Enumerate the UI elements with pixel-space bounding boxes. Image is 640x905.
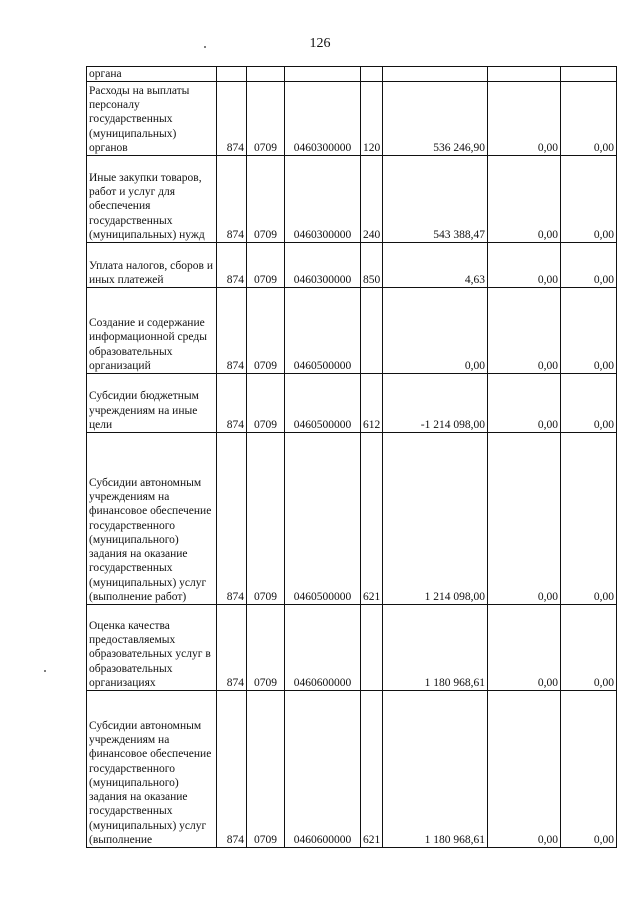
amount-3 bbox=[561, 67, 617, 82]
amount-2: 0,00 bbox=[488, 605, 561, 691]
section-code: 0709 bbox=[247, 288, 285, 374]
section-code: 0709 bbox=[247, 433, 285, 605]
ministry-code: 874 bbox=[217, 691, 247, 848]
expense-type-code bbox=[361, 288, 383, 374]
ministry-code: 874 bbox=[217, 605, 247, 691]
row-name: Создание и содержание информационной среды образовательных организаций bbox=[87, 288, 217, 374]
ministry-code: 874 bbox=[217, 243, 247, 288]
amount-1: 543 388,47 bbox=[383, 156, 488, 243]
table-row bbox=[87, 67, 617, 82]
table-row bbox=[87, 433, 617, 605]
row-name: Субсидии автономным учреждениям на финансовое обеспечение государственного (муниципального) задания на оказание государственных (муниципальных) услуг (выполнение bbox=[87, 691, 217, 848]
section-code: 0709 bbox=[247, 605, 285, 691]
expense-type-code: 240 bbox=[361, 156, 383, 243]
section-code: 0709 bbox=[247, 374, 285, 433]
amount-3: 0,00 bbox=[561, 288, 617, 374]
target-code: 0460500000 bbox=[285, 288, 361, 374]
target-code: 0460300000 bbox=[285, 82, 361, 156]
table-row bbox=[87, 243, 617, 288]
amount-2: 0,00 bbox=[488, 433, 561, 605]
amount-3: 0,00 bbox=[561, 691, 617, 848]
ministry-code: 874 bbox=[217, 156, 247, 243]
target-code: 0460600000 bbox=[285, 605, 361, 691]
table-row bbox=[87, 288, 617, 374]
table-row bbox=[87, 156, 617, 243]
expense-type-code: 120 bbox=[361, 82, 383, 156]
section-code: 0709 bbox=[247, 156, 285, 243]
scan-speck bbox=[204, 46, 206, 48]
amount-1: 4,63 bbox=[383, 243, 488, 288]
row-name: органа bbox=[87, 67, 217, 82]
amount-1: 1 214 098,00 bbox=[383, 433, 488, 605]
amount-2 bbox=[488, 67, 561, 82]
section-code: 0709 bbox=[247, 243, 285, 288]
amount-1: 1 180 968,61 bbox=[383, 605, 488, 691]
expense-type-code: 621 bbox=[361, 433, 383, 605]
budget-table bbox=[86, 66, 617, 848]
section-code: 0709 bbox=[247, 691, 285, 848]
target-code: 0460500000 bbox=[285, 433, 361, 605]
page-number: 126 bbox=[309, 36, 331, 51]
amount-1: 1 180 968,61 bbox=[383, 691, 488, 848]
table-row bbox=[87, 605, 617, 691]
expense-type-code bbox=[361, 67, 383, 82]
ministry-code: 874 bbox=[217, 374, 247, 433]
ministry-code: 874 bbox=[217, 433, 247, 605]
row-name: Субсидии бюджетным учреждениям на иные цели bbox=[87, 374, 217, 433]
amount-1: 536 246,90 bbox=[383, 82, 488, 156]
amount-2: 0,00 bbox=[488, 243, 561, 288]
ministry-code bbox=[217, 67, 247, 82]
scan-speck bbox=[44, 670, 46, 672]
amount-3: 0,00 bbox=[561, 605, 617, 691]
ministry-code: 874 bbox=[217, 82, 247, 156]
table-row bbox=[87, 82, 617, 156]
amount-2: 0,00 bbox=[488, 374, 561, 433]
table-row bbox=[87, 691, 617, 848]
target-code: 0460300000 bbox=[285, 243, 361, 288]
row-name: Оценка качества предоставляемых образовательных услуг в образовательных организациях bbox=[87, 605, 217, 691]
section-code: 0709 bbox=[247, 82, 285, 156]
amount-3: 0,00 bbox=[561, 374, 617, 433]
row-name: Расходы на выплаты персоналу государственных (муниципальных) органов bbox=[87, 82, 217, 156]
expense-type-code: 612 bbox=[361, 374, 383, 433]
ministry-code: 874 bbox=[217, 288, 247, 374]
amount-1 bbox=[383, 67, 488, 82]
target-code bbox=[285, 67, 361, 82]
amount-2: 0,00 bbox=[488, 156, 561, 243]
amount-3: 0,00 bbox=[561, 156, 617, 243]
expense-type-code bbox=[361, 605, 383, 691]
amount-1: -1 214 098,00 bbox=[383, 374, 488, 433]
section-code bbox=[247, 67, 285, 82]
row-name: Иные закупки товаров, работ и услуг для обеспечения государственных (муниципальных) нужд bbox=[87, 156, 217, 243]
amount-3: 0,00 bbox=[561, 433, 617, 605]
amount-2: 0,00 bbox=[488, 691, 561, 848]
amount-1: 0,00 bbox=[383, 288, 488, 374]
table-row bbox=[87, 374, 617, 433]
target-code: 0460600000 bbox=[285, 691, 361, 848]
row-name: Субсидии автономным учреждениям на финансовое обеспечение государственного (муниципального) задания на оказание государственных (муниципальных) услуг (выполнение работ) bbox=[87, 433, 217, 605]
amount-2: 0,00 bbox=[488, 288, 561, 374]
target-code: 0460300000 bbox=[285, 156, 361, 243]
row-name: Уплата налогов, сборов и иных платежей bbox=[87, 243, 217, 288]
expense-type-code: 850 bbox=[361, 243, 383, 288]
expense-type-code: 621 bbox=[361, 691, 383, 848]
amount-3: 0,00 bbox=[561, 243, 617, 288]
amount-3: 0,00 bbox=[561, 82, 617, 156]
target-code: 0460500000 bbox=[285, 374, 361, 433]
amount-2: 0,00 bbox=[488, 82, 561, 156]
